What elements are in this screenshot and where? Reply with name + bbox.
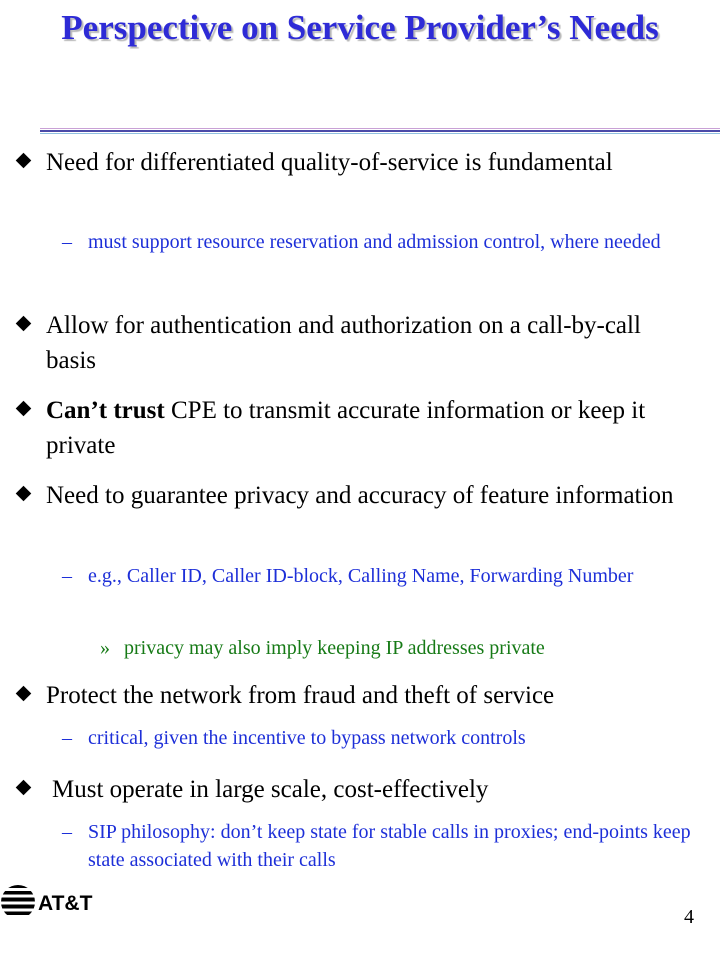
- att-logo: [0, 882, 110, 922]
- sub-sub-bullet-ip-private: privacy may also imply keeping IP addresses private: [124, 637, 545, 659]
- page-number: 4: [684, 906, 694, 928]
- sub-bullet-caller-id: e.g., Caller ID, Caller ID-block, Calling Name, Forwarding Number: [88, 565, 634, 587]
- bullet-privacy: Need to guarantee privacy and accuracy of feature information: [46, 482, 674, 509]
- title-divider: [40, 128, 720, 134]
- diamond-bullet-icon: [16, 686, 32, 702]
- sub-bullet-reservation: must support resource reservation and admission control, where needed: [88, 231, 661, 253]
- sub-bullet-bypass: critical, given the incentive to bypass network controls: [88, 727, 526, 749]
- att-globe-icon: [0, 882, 110, 922]
- diamond-bullet-icon: [16, 153, 32, 169]
- bullet-fraud: Protect the network from fraud and theft of service: [46, 682, 555, 709]
- diamond-bullet-icon: [16, 316, 32, 332]
- diamond-bullet-icon: [16, 486, 32, 502]
- bullet-cpe-trust: [46, 393, 696, 463]
- bullet-cpe-trust-bold: Can’t trust: [46, 397, 165, 424]
- dash-marker: –: [62, 727, 72, 749]
- dash-marker: –: [62, 565, 72, 587]
- chevron-marker: »: [100, 637, 110, 659]
- slide-title: Perspective on Service Provider’s Needs: [61, 8, 659, 47]
- bullet-authentication: Allow for authentication and authorization on a call-by-call basis: [46, 312, 641, 374]
- sub-bullet-sip-philosophy: SIP philosophy: don’t keep state for stable calls in proxies; end-points keep state associated with their calls: [88, 821, 691, 871]
- diamond-bullet-icon: [16, 401, 32, 417]
- att-logo-text: AT&T: [38, 892, 93, 915]
- bullet-scale: Must operate in large scale, cost-effectively: [52, 776, 489, 803]
- bullet-qos: Need for differentiated quality-of-service is fundamental: [46, 149, 613, 176]
- dash-marker: –: [62, 821, 72, 843]
- bullet-cpe-trust-rest: CPE to transmit accurate information or keep it private: [46, 397, 646, 459]
- dash-marker: –: [62, 231, 72, 253]
- diamond-bullet-icon: [16, 780, 32, 796]
